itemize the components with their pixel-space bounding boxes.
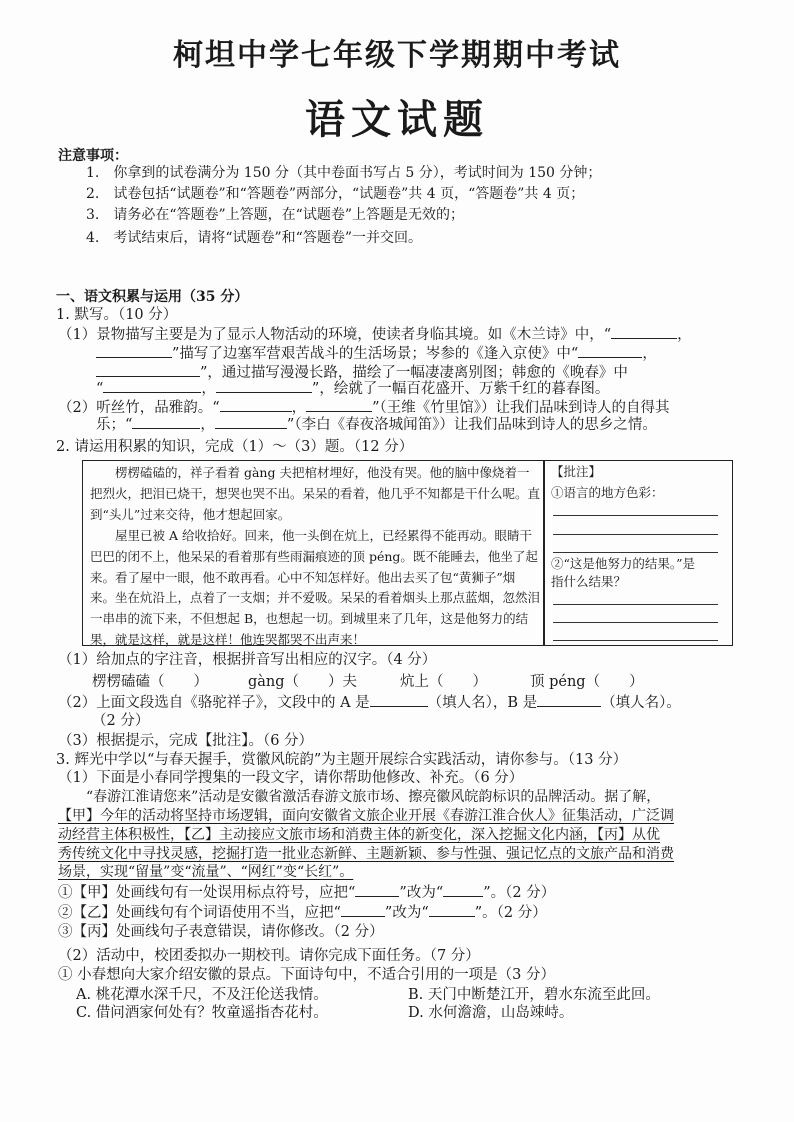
q3-jia: [58, 882, 555, 903]
q3-title: 3. 辉光中学以“与春天握手，赏徽风皖韵”为主题开展综合实践活动，请你参与。（13 分）: [56, 752, 628, 768]
notice-item-3: 3. 请务必在“答题卷”上答题，在“试题卷”上答题是无效的；: [86, 207, 464, 223]
q1-line-5-tail: ”（王维《竹里馆》）让我们品味到诗人的自得其: [372, 400, 670, 416]
notice-item-1: 1. 你拿到的试卷满分为 150 分（其中卷面书写占 5 分），考试时间为 150 分钟；: [86, 165, 602, 181]
q1-title: 1. 默写。（10 分）: [56, 307, 178, 323]
q3-para-line-5-text: 场景，实现“留量”变“流量”、“网红”变“长红”。: [58, 864, 354, 880]
annotation-heading: 【批注】: [551, 464, 602, 479]
q2-sub1: （1）给加点的字注音，根据拼音写出相应的汉字。（4 分）: [58, 652, 437, 668]
q3-yi-tail: ”。（2 分）: [474, 905, 547, 921]
annotation-answer-line[interactable]: [553, 604, 718, 605]
q3-para-line-3-text: 动经营主体积极性，【乙】主动接应文旅市场和消费主体的新变化，深入挖掘文化内涵，【丙】从优: [58, 827, 660, 843]
annotation-answer-line[interactable]: [553, 534, 718, 535]
answer-blank[interactable]: [132, 414, 200, 429]
q3-sub2-question: ① 小春想向大家介绍安徽的景点。下面诗句中，不适合引用的一项是（3 分）: [58, 967, 555, 983]
annotation-answer-line[interactable]: [553, 640, 718, 641]
answer-blank[interactable]: [103, 378, 201, 393]
q1-line-4-quote: “: [96, 381, 104, 397]
q2-sub1-item-b: gàng（ ）夫: [248, 674, 358, 690]
exam-school-title: 柯坦中学七年级下学期期中考试: [173, 38, 621, 73]
q3-bing: ③【丙】处画线句子表意错误，请你修改。（2 分）: [58, 924, 384, 940]
q2-title: 2. 请运用积累的知识，完成（1）～（3）题。（12 分）: [56, 439, 414, 455]
annotation-note-2b: 指什么结果？: [551, 574, 627, 589]
q1-line-4: [96, 378, 609, 399]
annotation-answer-line[interactable]: [553, 515, 718, 516]
option-a[interactable]: A. 桃花潭水深千尺，不及汪伦送我情。: [76, 987, 328, 1003]
q1-line-6-tail: ”（李白《春夜洛城闻笛》）让我们品味到诗人的思乡之情。: [286, 417, 657, 433]
q3-para-line-5: [58, 862, 353, 882]
q3-para-line-3: [58, 825, 660, 845]
q3-jia-mid: ”改为“: [399, 885, 444, 901]
q2-sub1-item-d: 顶 péng（ ）: [530, 674, 644, 690]
q1-line-4-comma: ，: [201, 381, 216, 397]
notice-heading: 注意事项：: [58, 148, 128, 164]
annotation-answer-line[interactable]: [553, 622, 718, 623]
q1-line-4-text: ”，绘就了一幅百花盛开、万紫千红的暮春图。: [311, 381, 610, 397]
notice-item-4: 4. 考试结束后，请将“试题卷”和“答题卷”一并交回。: [86, 230, 422, 246]
q3-sub1: （1）下面是小春同学搜集的一段文字，请你帮助他修改、补充。（6 分）: [58, 770, 524, 786]
q3-yi-text: ②【乙】处画线句有个词语使用不当，应把“: [58, 905, 341, 921]
q1-line-1-text: （1）景物描写主要是为了显示人物活动的环境，使读者身临其境。如《木兰诗》中，“: [58, 327, 612, 343]
section-1-heading: 一、语文积累与运用（35 分）: [56, 289, 249, 305]
q1-line-2-comma: ，: [642, 346, 657, 362]
answer-blank[interactable]: [355, 882, 399, 897]
q3-yi: [58, 902, 547, 923]
q3-jia-tail: ”。（2 分）: [483, 885, 556, 901]
q3-para-line-2: [58, 806, 674, 826]
q2-sub2: [58, 692, 681, 713]
q3-para-line-4: [58, 844, 674, 864]
option-d[interactable]: D. 水何澹澹，山岛竦峙。: [408, 1005, 574, 1021]
q2-sub1-item-a: 楞楞磕磕（ ）: [92, 674, 208, 690]
passage-divider: [543, 461, 545, 645]
answer-blank[interactable]: [443, 882, 483, 897]
q1-line-6-text: 乐；“: [96, 417, 133, 433]
q3-yi-mid: ”改为“: [384, 905, 429, 921]
answer-blank[interactable]: [341, 902, 385, 917]
answer-blank[interactable]: [429, 902, 475, 917]
q1-line-6: [96, 414, 657, 435]
q1-line-2-text: ”描写了边塞军营艰苦战斗的生活场景；岑参的《逢入京使》中“: [172, 346, 579, 362]
notice-item-2: 2. 试卷包括“试题卷”和“答题卷”两部分，“试题卷”共 4 页，“答题卷”共 4 页；: [86, 186, 585, 202]
exam-subject-title: 语文试题: [305, 97, 489, 143]
answer-blank[interactable]: [537, 692, 601, 707]
q2-sub2-mid: （填人名），B 是: [427, 695, 538, 711]
q3-para-line-1: “春游江淮请您来”活动是安徽省激活春游文旅市场、擦亮徽风皖韵标识的品牌活动。据了解，: [58, 789, 661, 805]
q1-line-5-comma: ，: [291, 400, 307, 416]
q3-para-line-2-text: 【甲】今年的活动将坚持市场逻辑，面向安徽省文旅企业开展《春游江淮合伙人》征集活动，广泛调: [58, 808, 674, 824]
passage-paragraph-2: 屋里已被 A 给收拾好。回来，他一头倒在炕上，已经累得不能再动。眼睛干巴巴的闭不上，他呆呆的看着那有些雨漏痕迹的顶 péng。既不能睡去，他坐了起来。看了屋中一眼，他不敢再看。心中不知怎样好。他出去买了包“黄狮子”烟来。坐在炕沿上，点着了一支烟；并不爱吸。呆呆的看着烟头上那点蓝烟，忽然泪一串串的流下来，不但想起 B，也想起一切。到城里来了几年，这是他努力的结果，就是这样，就是这样！他连哭都哭不出声来！: [90, 527, 541, 648]
annotation-note-1: ①语言的地方色彩：: [551, 485, 664, 500]
q1-line-1: [58, 324, 692, 345]
q1-line-5-text: （2）听丝竹，品雅韵。“: [58, 400, 220, 416]
q3-para-line-4-text: 秀传统文化中寻找灵感，挖掘打造一批业态新鲜、主题新颖、参与性强、强记忆点的文旅产品和消费: [58, 846, 674, 862]
answer-blank[interactable]: [220, 397, 292, 412]
q2-sub2-tail: （填人名）。: [601, 695, 681, 711]
q1-line-6-comma: ，: [200, 417, 215, 433]
q2-sub1-item-c: 炕上（ ）: [400, 674, 487, 690]
q2-sub2-score: （2 分）: [92, 713, 150, 729]
answer-blank[interactable]: [306, 397, 372, 412]
q1-line-1-comma: ，: [677, 327, 692, 343]
q1-line-3-text: ”，通过描写漫漫长路，描绘了一幅凄凄离别图；韩愈的《晚春》中: [200, 365, 628, 381]
q2-sub3: （3）根据提示，完成【批注】。（6 分）: [58, 733, 314, 749]
q1-line-2: [96, 343, 657, 364]
q3-jia-text: ①【甲】处画线句有一处误用标点符号，应把“: [58, 885, 356, 901]
answer-blank[interactable]: [370, 692, 428, 707]
q2-sub2-text: （2）上面文段选自《骆驼祥子》，文段中的 A 是: [58, 695, 370, 711]
annotation-note-2a: ②“这是他努力的结果。”是: [551, 556, 696, 571]
answer-blank[interactable]: [96, 362, 200, 377]
answer-blank[interactable]: [215, 414, 287, 429]
option-c[interactable]: C. 借问酒家何处有？牧童遥指杏花村。: [76, 1005, 328, 1021]
passage-paragraph-1: 楞楞磕磕的，祥子看着 gàng 夫把棺材埋好，他没有哭。他的脑中像烧着一把烈火，把泪已烧干，想哭也哭不出。呆呆的看着，他几乎不知都是干什么呢。直到“头儿”过来交待，他才想起回家。: [90, 465, 541, 522]
answer-blank[interactable]: [578, 343, 642, 358]
option-b[interactable]: B. 天门中断楚江开，碧水东流至此回。: [408, 987, 660, 1003]
answer-blank[interactable]: [96, 343, 172, 358]
answer-blank[interactable]: [611, 324, 677, 339]
q3-sub2: （2）活动中，校团委拟办一期校刊。请你完成下面任务。（7 分）: [58, 948, 480, 964]
passage-text: [90, 463, 540, 651]
answer-blank[interactable]: [216, 378, 312, 393]
